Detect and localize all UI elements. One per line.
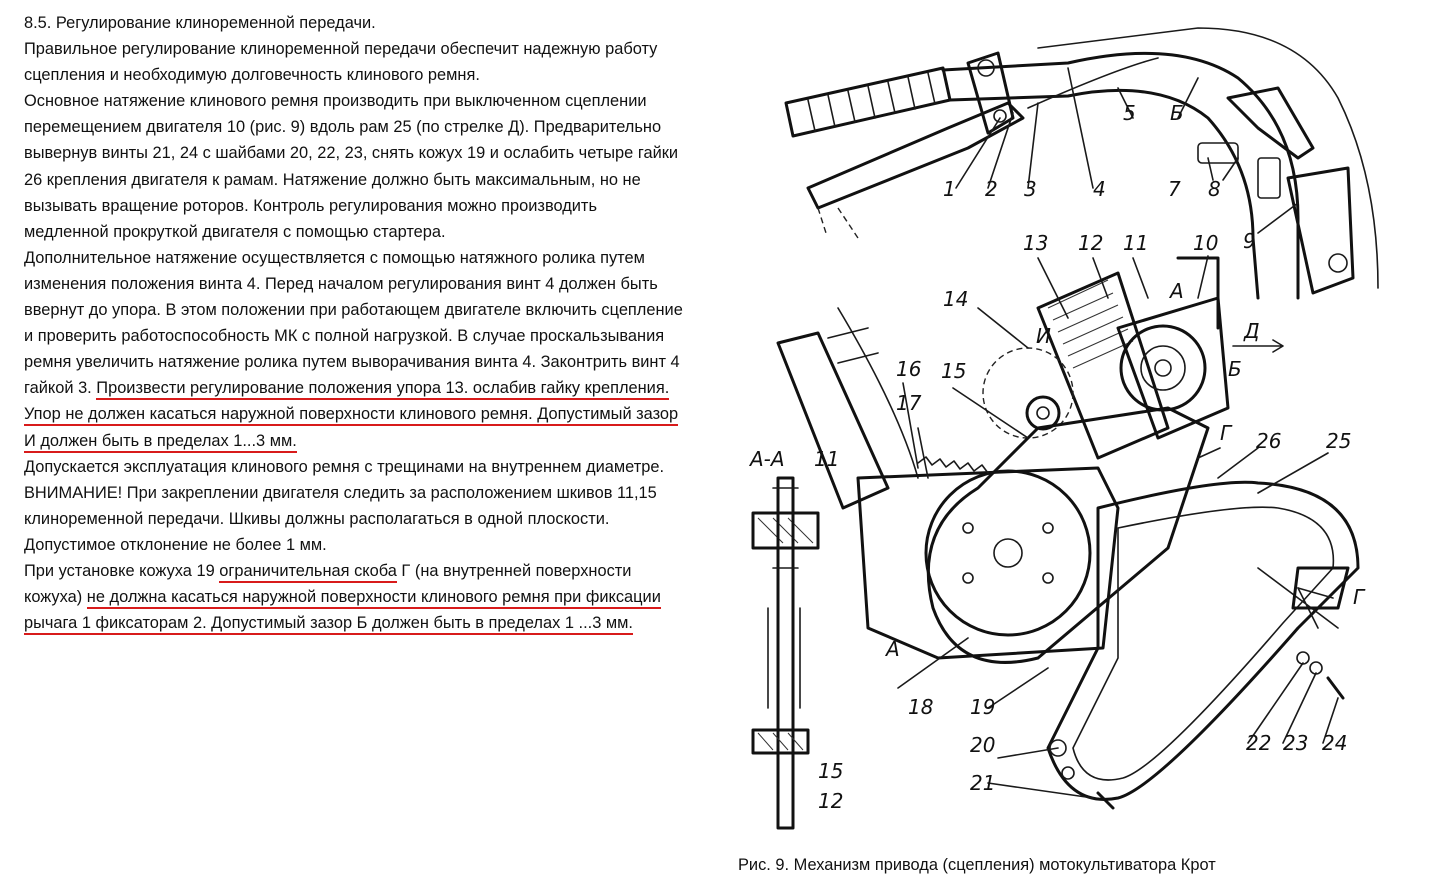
clutch-lever [808,53,1023,238]
drive-mechanism-diagram [738,8,1424,843]
label-21: 21 [970,771,996,795]
label-A-bottom: А [886,637,900,661]
label-12-section: 12 [818,789,844,813]
handle-grip [786,28,1378,298]
text-line [24,610,724,636]
warning-line: ВНИМАНИЕ! При закреплении двигателя следить за расположением шкивов 11,15 [24,483,657,502]
return-spring [918,457,988,473]
label-11: 11 [1123,231,1149,255]
instruction-text [24,10,724,636]
diagram-drawing [738,8,1424,843]
text-line: Основное натяжение клинового ремня производить при выключенном сцеплении [24,92,647,111]
label-11-section: 11 [814,447,840,471]
text-line [24,558,724,584]
text-line: вызывать вращение роторов. Контроль регулирования можно производить [24,196,597,215]
label-5: 5 [1123,101,1136,125]
text-line: Допускается эксплуатация клинового ремня с трещинами на внутреннем диаметре. [24,457,665,476]
text-line: клиноременной передачи. Шкивы должны располагаться в одной плоскости. [24,509,610,528]
driven-pulley [926,471,1090,635]
label-6: Б [1170,101,1184,125]
label-15: 15 [941,359,967,383]
text-line: ремня увеличить натяжение ролика путем выворачивания винта 4. Законтрить винт 4 [24,353,680,372]
underlined-text: Произвести регулирование положения упора 13. ослабив гайку крепления. [96,379,669,400]
text-segment: гайкой 3. [24,379,97,398]
label-D: Д [1244,319,1260,343]
label-18: 18 [908,695,934,719]
text-line: ввернут до упора. В этом положении при работающем двигателе включить сцепление [24,301,683,320]
text-segment: При установке кожуха 19 [24,561,220,580]
text-line: и проверить работоспособность МК с полной нагрузкой. В случае проскальзывания [24,327,665,346]
text-line [24,584,724,610]
label-22: 22 [1246,731,1272,755]
label-12: 12 [1078,231,1104,255]
label-15-section: 15 [818,759,844,783]
label-G-cover: Г [1353,585,1365,609]
label-7: 7 [1168,177,1181,201]
underlined-text: рычага 1 фиксаторам 2. Допустимый зазор Б должен быть в пределах 1 ...3 мм. [24,614,633,635]
text-segment: Г (на внутренней поверхности [396,561,632,580]
label-section-AA: А-А [750,447,785,471]
underlined-text: Упор не должен касаться наружной поверхности клинового ремня. Допустимый зазор [24,405,678,426]
label-2: 2 [985,177,998,201]
text-line: изменения положения винта 4. Перед началом регулирования винт 4 должен быть [24,274,658,293]
section-heading: 8.5. Регулирование клиноременной передачи. [24,14,376,32]
text-line: Правильное регулирование клиноременной передачи обеспечит надежную работу [24,40,658,59]
fasteners [1050,652,1343,808]
underlined-text: И должен быть в пределах 1...3 мм. [24,432,297,453]
label-1: 1 [943,177,956,201]
label-4: 4 [1093,177,1106,201]
label-13: 13 [1023,231,1049,255]
text-line: медленной прокруткой двигателя с помощью стартера. [24,222,446,241]
label-A-top: А [1170,279,1184,303]
text-line [24,401,724,427]
section-a-a [753,478,818,828]
label-25: 25 [1326,429,1352,453]
belt-cover [1048,482,1358,799]
underlined-text: ограничительная скоба [219,562,397,583]
label-G-top: Г [1220,421,1232,445]
text-segment: кожуха) [24,588,87,607]
text-line: Допустимое отклонение не более 1 мм. [24,535,327,554]
label-9: 9 [1243,229,1256,253]
engine-block [1038,258,1228,458]
label-14: 14 [943,287,969,311]
text-line [24,375,724,401]
text-line: сцепления и необходимую долговечность клинового ремня. [24,66,480,85]
handlebar-mount [1198,88,1353,293]
underlined-text: не должна касаться наружной поверхности клинового ремня при фиксации [87,588,661,609]
label-26: 26 [1256,429,1282,453]
text-line [24,428,724,454]
label-20: 20 [970,733,996,757]
text-line: вывернув винты 21, 24 с шайбами 20, 22, 23, снять кожух 19 и ослабить четыре гайки [24,144,679,163]
text-line: 26 крепления двигателя к рамам. Натяжение должно быть максимальным, но не [24,170,641,189]
label-23: 23 [1283,731,1309,755]
label-19: 19 [970,695,996,719]
label-24: 24 [1322,731,1348,755]
label-8: 8 [1208,177,1221,201]
text-line: Дополнительное натяжение осуществляется с помощью натяжного ролика путем [24,248,645,267]
label-I: И [1036,324,1051,348]
figure-caption: Рис. 9. Механизм привода (сцепления) мотокультиватора Крот [738,856,1216,874]
label-17: 17 [896,391,922,415]
label-16: 16 [896,357,922,381]
text-line: перемещением двигателя 10 (рис. 9) вдоль рам 25 (по стрелке Д). Предварительно [24,118,662,137]
label-B: Б [1228,357,1242,381]
label-10: 10 [1193,231,1219,255]
label-3: 3 [1024,177,1037,201]
